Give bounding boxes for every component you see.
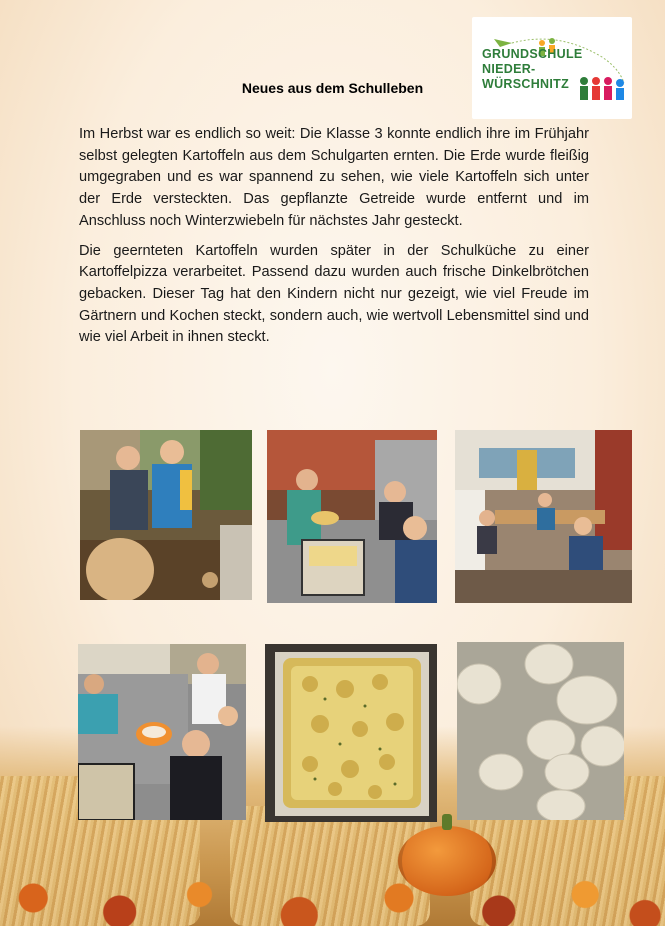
photo-potato-pizza [265, 644, 437, 822]
photo-garden-harvest [80, 430, 252, 600]
logo-line-3: WÜRSCHNITZ [482, 77, 570, 91]
paragraph-2: Die geernteten Kartoffeln wurden später in der Schulküche zu einer Kartoffelpizza verarbeitet. Passend dazu wurden auch frische Dinkelbrötchen gebacken. Dieser Tag hat den Kindern nicht nur gezeigt, wie viel Freude im Gärtnern und Kochen steckt, sondern auch, wie wertvoll Lebensmittel sind und wie viel Arbeit in ihnen steckt. [79, 242, 589, 346]
photo-preparing-pizza [267, 430, 437, 603]
page-title: Neues aus dem Schulleben [241, 80, 424, 96]
photo-school-kitchen [455, 430, 632, 603]
article-body [79, 124, 589, 357]
logo-line-1: GRUNDSCHULE [482, 47, 583, 61]
photo-spelt-rolls [457, 642, 624, 820]
autumn-leaves-decoration [0, 856, 665, 926]
school-logo [472, 17, 632, 119]
photo-mixing-dough [78, 644, 246, 820]
logo-line-2: NIEDER- [482, 62, 536, 76]
paragraph-1: Im Herbst war es endlich so weit: Die Klasse 3 konnte endlich ihre im Frühjahr selbst gelegten Kartoffeln aus dem Schulgarten ernten. Die Erde wurde fleißig umgegraben und es war spannend zu sehen, wie viele Kartoffeln sich unter der Erde versteckten. Das gepflanzte Getreide wurde entfernt und im Anschluss noch Winterzwiebeln für nächstes Jahr gesteckt. [79, 126, 589, 229]
